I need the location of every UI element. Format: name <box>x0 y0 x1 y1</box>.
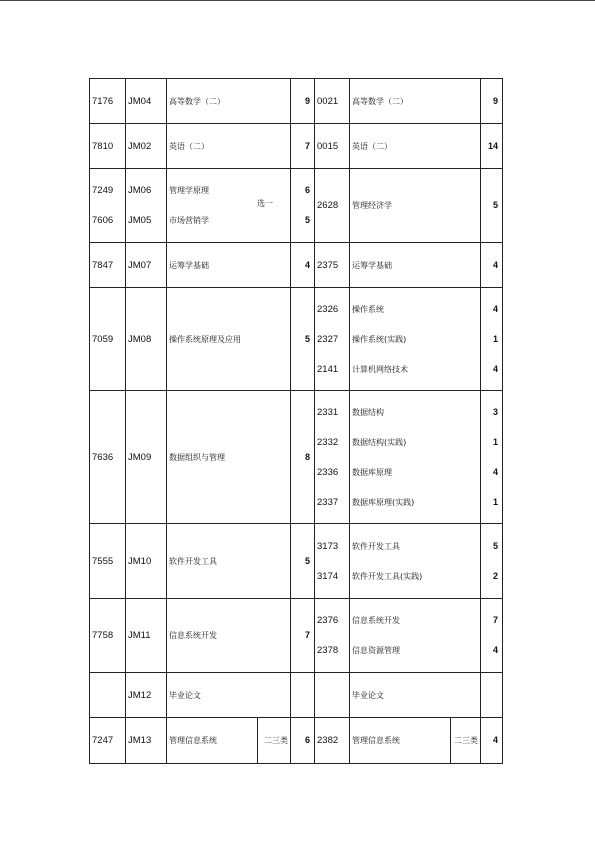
sub-code: 2375 <box>315 243 350 288</box>
jm-code: JM13 <box>126 718 167 764</box>
sub-credit: 4 <box>492 645 498 655</box>
sub-code: 2327 <box>317 333 339 345</box>
sub-credit: 4 <box>492 363 498 374</box>
course-code: 7249 <box>92 185 114 196</box>
jm-code: JM06 <box>128 185 152 196</box>
course-code: 7059 <box>90 288 126 391</box>
sub-name: 计算机网络技术 <box>352 364 408 374</box>
course-code: 7247 <box>90 718 126 764</box>
course-name: 软件开发工具 <box>167 524 291 599</box>
table-row <box>90 243 503 288</box>
sub-credit: 1 <box>492 436 498 447</box>
sub-code: 2332 <box>317 436 339 448</box>
course-mapping-table <box>89 78 503 764</box>
sub-name-cell <box>350 524 481 599</box>
table-row <box>90 718 503 764</box>
jm-code: JM09 <box>126 391 167 524</box>
table-row <box>90 124 503 169</box>
course-name: 数据组织与管理 <box>167 391 291 524</box>
sub-code: 3173 <box>317 540 339 552</box>
sub-credit-cell <box>481 524 503 599</box>
course-credit: 7 <box>291 599 315 673</box>
sub-credit: 4 <box>492 466 498 477</box>
jm-code: JM10 <box>126 524 167 599</box>
sub-credit: 5 <box>481 169 503 243</box>
sub-code: 0015 <box>315 124 350 169</box>
sub-code: 2326 <box>317 303 339 315</box>
sub-name: 运筹学基础 <box>350 243 481 288</box>
sub-credit: 1 <box>492 496 498 507</box>
sub-name: 数据库原理(实践) <box>352 497 415 507</box>
course-name: 运筹学基础 <box>167 243 291 288</box>
jm-code: JM07 <box>126 243 167 288</box>
sub-name: 管理经济学 <box>350 169 481 243</box>
course-credit: 4 <box>291 243 315 288</box>
course-name-cell <box>167 718 291 764</box>
jm-code: JM05 <box>128 215 152 226</box>
table-row <box>90 599 503 673</box>
sub-credit: 14 <box>481 124 503 169</box>
sub-credit: 7 <box>492 615 498 625</box>
jm-code: JM11 <box>126 599 167 673</box>
sub-name-cell <box>350 599 481 673</box>
sub-name-cell <box>350 288 481 391</box>
sub-name: 数据库原理 <box>352 467 392 477</box>
sub-credit-cell <box>481 288 503 391</box>
sub-credit: 1 <box>492 333 498 344</box>
sub-category: 二三类 <box>450 718 480 763</box>
sub-credit: 5 <box>492 540 498 551</box>
jm-code-cell <box>126 169 167 243</box>
sub-credit: 4 <box>492 303 498 314</box>
course-name: 信息系统开发 <box>167 599 291 673</box>
sub-code: 2376 <box>317 615 339 626</box>
sub-credit-cell <box>481 391 503 524</box>
sub-name: 数据结构(实践) <box>352 437 407 447</box>
table-row <box>90 288 503 391</box>
sub-credit: 9 <box>481 79 503 124</box>
course-credit: 7 <box>291 124 315 169</box>
sub-name: 信息资源管理 <box>352 646 400 655</box>
course-credit: 9 <box>291 79 315 124</box>
sub-name: 英语（二） <box>350 124 481 169</box>
course-code: 7606 <box>92 215 114 226</box>
sub-code-cell <box>315 524 350 599</box>
sub-code: 2378 <box>317 645 339 656</box>
course-name: 毕业论文 <box>167 673 291 718</box>
sub-code: 2382 <box>315 718 350 764</box>
course-code-cell <box>90 169 126 243</box>
jm-code: JM12 <box>126 673 167 718</box>
table-row <box>90 673 503 718</box>
course-credit: 8 <box>291 391 315 524</box>
course-name: 高等数学（二） <box>167 79 291 124</box>
sub-credit <box>481 673 503 718</box>
course-name: 操作系统原理及应用 <box>167 288 291 391</box>
sub-name: 软件开发工具(实践) <box>352 571 423 581</box>
table-row <box>90 79 503 124</box>
sub-code: 2337 <box>317 496 339 508</box>
sub-name: 管理信息系统 <box>352 736 400 745</box>
elective-note: 选一 <box>257 199 273 208</box>
course-credit: 5 <box>291 288 315 391</box>
page-top-border <box>0 0 595 1</box>
sub-code <box>315 673 350 718</box>
course-name-cell <box>167 169 291 243</box>
sub-code: 2336 <box>317 466 339 478</box>
course-code: 7758 <box>90 599 126 673</box>
course-credit: 5 <box>291 524 315 599</box>
sub-name: 操作系统 <box>352 304 384 314</box>
sub-name: 操作系统(实践) <box>352 334 407 344</box>
course-code <box>90 673 126 718</box>
sub-code: 2628 <box>315 169 350 243</box>
sub-name: 软件开发工具 <box>352 541 400 551</box>
sub-credit-cell <box>481 599 503 673</box>
table-row <box>90 391 503 524</box>
sub-name: 高等数学（二） <box>350 79 481 124</box>
course-code: 7636 <box>90 391 126 524</box>
sub-name: 毕业论文 <box>350 673 481 718</box>
course-credit <box>291 673 315 718</box>
sub-code-cell <box>315 599 350 673</box>
table-row <box>90 169 503 243</box>
jm-code: JM04 <box>126 79 167 124</box>
course-credit: 5 <box>304 215 310 225</box>
course-code: 7847 <box>90 243 126 288</box>
course-credit: 6 <box>291 718 315 764</box>
course-code: 7810 <box>90 124 126 169</box>
sub-credit: 2 <box>492 570 498 581</box>
course-credit: 6 <box>304 185 310 195</box>
sub-code: 2331 <box>317 406 339 418</box>
sub-code: 0021 <box>315 79 350 124</box>
table-row <box>90 524 503 599</box>
sub-code: 3174 <box>317 570 339 582</box>
sub-credit: 4 <box>481 243 503 288</box>
sub-name-cell <box>350 391 481 524</box>
course-name: 市场营销学 <box>169 216 209 225</box>
jm-code: JM08 <box>126 288 167 391</box>
sub-name: 信息系统开发 <box>352 616 400 625</box>
sub-credit: 4 <box>481 718 503 764</box>
sub-name-cell <box>350 718 481 764</box>
course-code: 7555 <box>90 524 126 599</box>
sub-name: 数据结构 <box>352 407 384 417</box>
course-credit-cell <box>291 169 315 243</box>
course-code: 7176 <box>90 79 126 124</box>
sub-code: 2141 <box>317 363 339 375</box>
jm-code: JM02 <box>126 124 167 169</box>
sub-credit: 3 <box>492 406 498 417</box>
course-name: 英语（二） <box>167 124 291 169</box>
course-name: 管理信息系统 <box>169 736 217 745</box>
course-category: 二三类 <box>257 718 290 763</box>
sub-code-cell <box>315 288 350 391</box>
sub-code-cell <box>315 391 350 524</box>
course-name: 管理学原理 <box>169 186 209 195</box>
